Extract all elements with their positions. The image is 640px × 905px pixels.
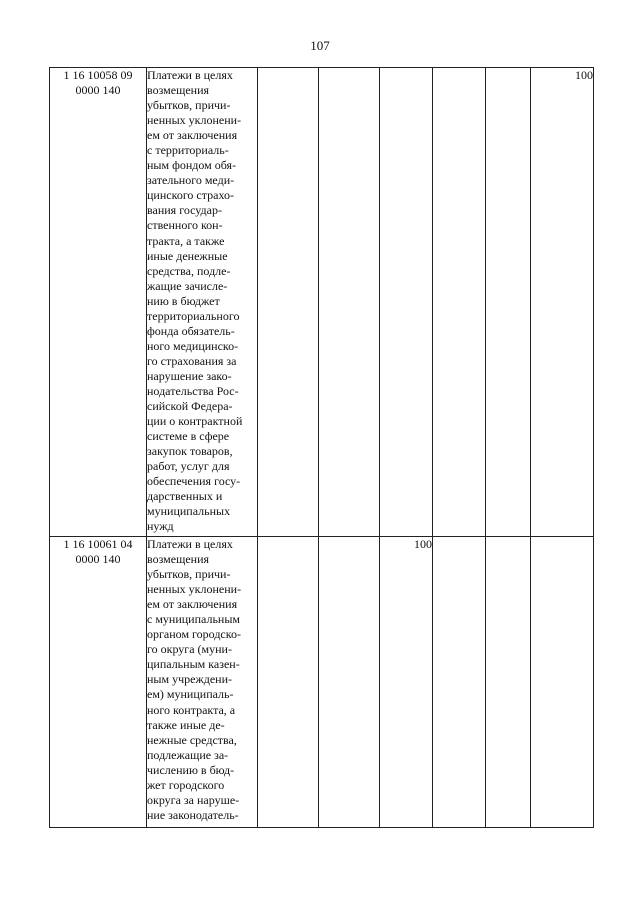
description-line: ем) муниципаль- [147,687,234,702]
description-cell [147,68,258,537]
table-row [50,537,594,828]
description-line: системе в сфере [147,429,230,444]
description-cell [147,537,258,828]
description-line: ным учреждени- [147,672,233,687]
description-line: ем от заключения [147,597,238,612]
description-line: ного медицинско- [147,338,239,353]
description-line: округа за наруше- [147,792,240,807]
value-cell [319,537,380,828]
page-number: 107 [310,38,330,53]
description-line: ненных уклонени- [147,582,242,597]
description-line: ственного кон- [147,218,223,233]
table-row [50,68,594,537]
value-cell [258,537,319,828]
budget-code-cell [50,537,147,828]
description-line: нию в бюджет [147,293,220,308]
description-line: фонда обязатель- [147,323,235,338]
budget-code-cell [50,68,147,537]
description-line: территориального [147,308,240,323]
description-line: ем от заключения [147,128,238,143]
description-line: иные денежные [147,248,228,263]
description-line: жащие зачисле- [147,278,228,293]
description-line: обеспечения госу- [147,474,241,489]
value-cell [433,537,486,828]
description-line: тракта, а также [147,233,225,248]
description-line: жет городского [147,777,225,792]
description-line: с территориаль- [147,143,229,158]
value-cell [486,537,531,828]
value-cell [433,68,486,537]
description-line: ненных уклонени- [147,113,242,128]
description-line: вания государ- [147,203,222,218]
value-cell: 100 [380,537,433,828]
value-cell: 100 [531,68,594,537]
description-line: нарушение зако- [147,368,232,383]
description-line: нодательства Рос- [147,383,239,398]
code-line: 1 16 10058 09 [63,68,133,82]
value-cell [319,68,380,537]
description-line: убытков, причи- [147,98,231,113]
description-line: средства, подле- [147,263,231,278]
description-line: ние законодатель- [147,807,239,822]
description-line: органом городско- [147,627,241,642]
description-line: го округа (муни- [147,642,232,657]
description-line: ципальным казен- [147,657,240,672]
value-cell [380,68,433,537]
code-line: 1 16 10061 04 [63,537,133,551]
description-line: подлежащие за- [147,747,229,762]
description-line: сийской Федера- [147,399,233,414]
description-line: ным фондом обя- [147,158,237,173]
description-line: го страхования за [147,353,237,368]
description-line: закупок товаров, [147,444,233,459]
budget-table [49,67,594,828]
description-line: возмещения [147,552,210,567]
description-line: дарственных и [147,489,223,504]
description-line: зательного меди- [147,173,235,188]
description-line: Платежи в целях [147,537,233,551]
description-line: возмещения [147,83,210,98]
value-cell [486,68,531,537]
value-cell [531,537,594,828]
code-line: 0000 140 [75,552,121,567]
description-line: с муниципальным [147,612,240,627]
value-cell [258,68,319,537]
description-line: также иные де- [147,717,225,732]
code-line: 0000 140 [75,83,121,98]
description-line: муниципальных [147,504,231,519]
description-line: числению в бюд- [147,762,235,777]
description-line: нежные средства, [147,732,237,747]
description-line: ного контракта, а [147,702,236,717]
description-line: нужд [147,519,174,534]
description-line: Платежи в целях [147,68,233,82]
description-line: ции о контрактной [147,414,243,429]
description-line: работ, услуг для [147,459,230,474]
description-line: цинского страхо- [147,188,235,203]
description-line: убытков, причи- [147,567,231,582]
